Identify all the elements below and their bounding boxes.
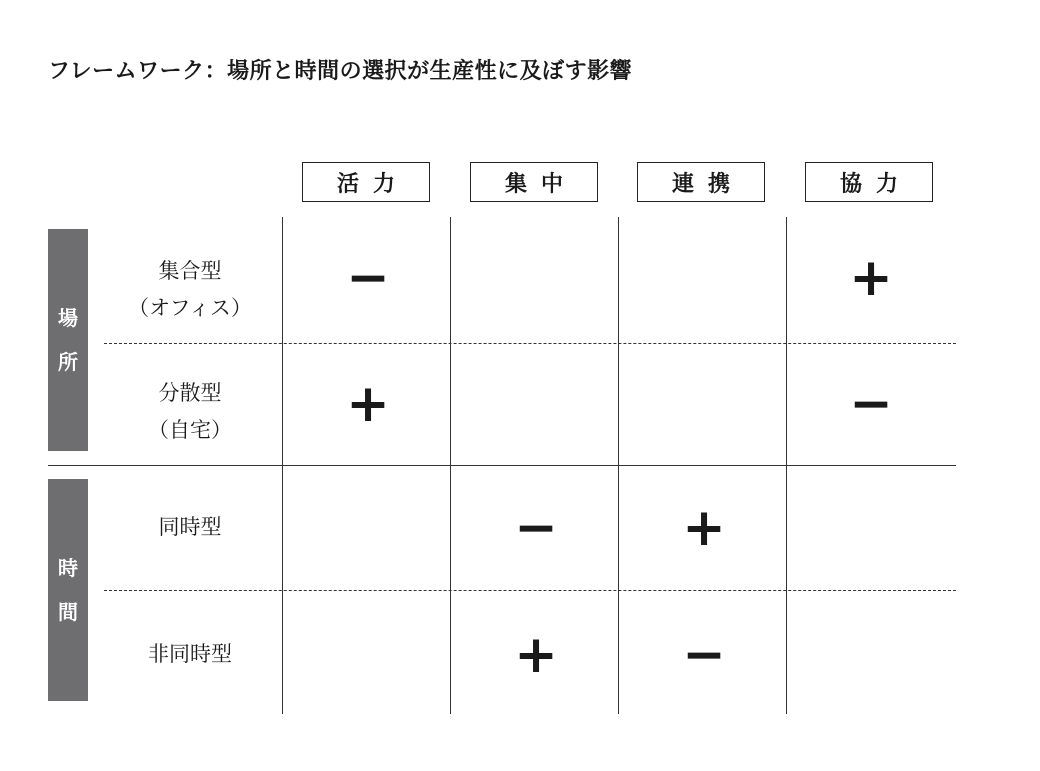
column-header-shuchu: 集中: [470, 162, 598, 202]
cell-mark: +: [682, 498, 726, 558]
row-label-doji: 同時型: [158, 515, 222, 539]
row-label-bunsan: 分散型 （自宅）: [148, 381, 232, 442]
cell-mark: +: [849, 248, 893, 308]
diagram-title: フレームワーク：場所と時間の選択が生産性に及ぼす影響: [48, 59, 633, 84]
group-label-char: 所: [58, 350, 78, 374]
column-header-kyoryoku: 協力: [805, 162, 933, 202]
column-header-katsuryoku: 活力: [302, 162, 430, 202]
group-label-char: 時: [58, 556, 78, 580]
column-header-renkei: 連携: [637, 162, 765, 202]
group-bar-time: [48, 479, 88, 701]
cell-mark: +: [346, 374, 390, 434]
cell-mark: −: [514, 498, 558, 558]
row-label-shugo: 集合型 （オフィス）: [128, 259, 252, 320]
grid-group-divider: [48, 465, 956, 466]
group-label-char: 間: [58, 600, 78, 624]
grid-dashed-line: [104, 343, 956, 344]
grid-dashed-line: [104, 590, 956, 591]
group-bar-place: [48, 229, 88, 451]
cell-mark: −: [849, 374, 893, 434]
group-label-char: 場: [58, 306, 78, 330]
cell-mark: +: [514, 625, 558, 685]
cell-mark: −: [682, 625, 726, 685]
row-label-hidoji: 非同時型: [148, 642, 232, 666]
cell-mark: −: [346, 248, 390, 308]
